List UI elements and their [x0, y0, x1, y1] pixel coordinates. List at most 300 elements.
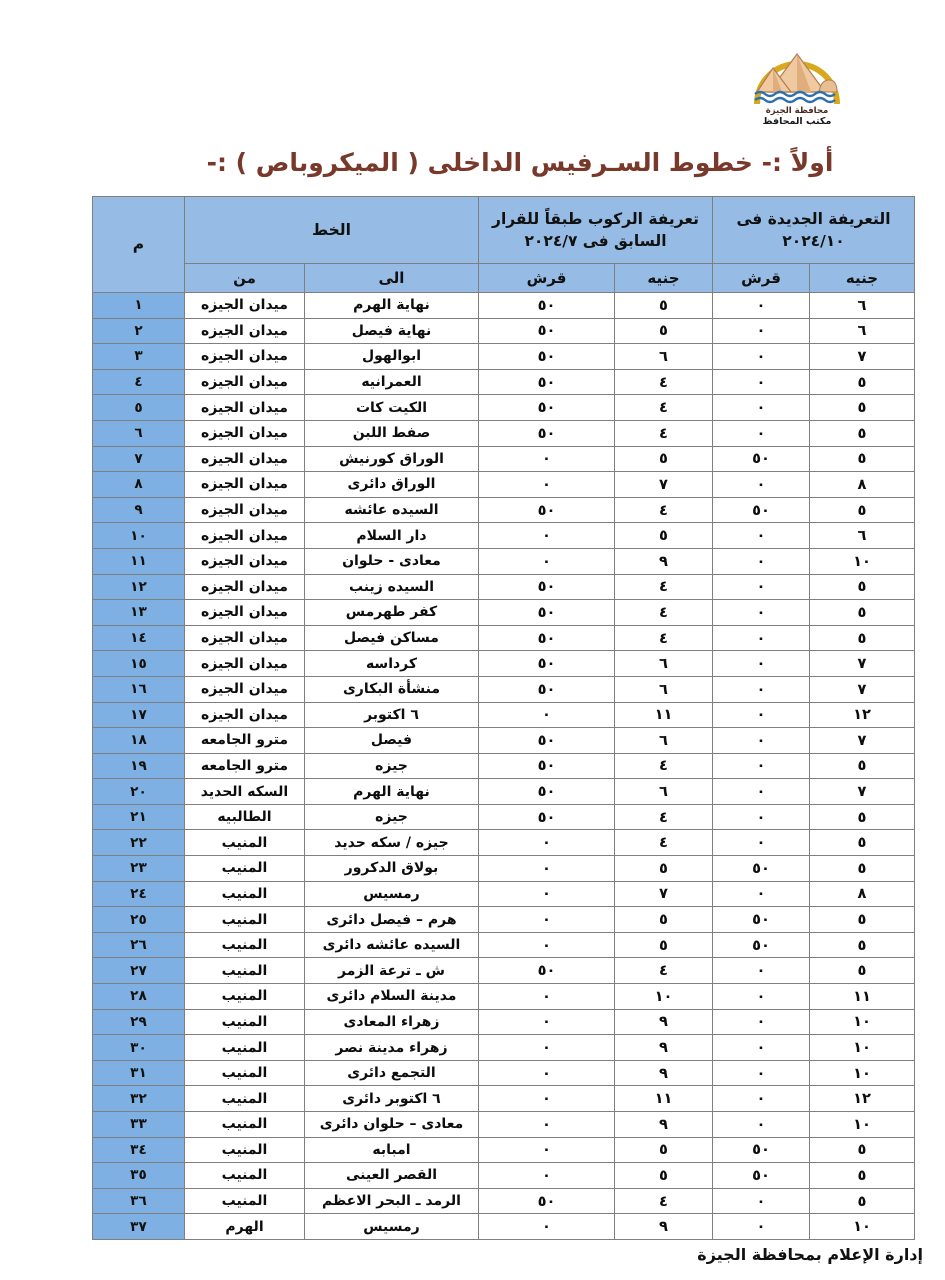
cell-row-number: ١٩ — [92, 753, 184, 779]
table-row — [92, 369, 914, 395]
cell-row-number: ٨ — [92, 472, 184, 498]
cell-route-to: كرداسه — [304, 651, 478, 677]
fare-table-container — [93, 196, 915, 1240]
table-row — [92, 1214, 914, 1240]
cell-old-pound: ١١ — [615, 1086, 713, 1112]
cell-route-from: الطالبيه — [184, 804, 304, 830]
cell-route-from: المنيب — [184, 984, 304, 1010]
cell-old-pound: ١١ — [615, 702, 713, 728]
cell-old-piastre: ٥٠ — [478, 651, 614, 677]
cell-route-from: المنيب — [184, 958, 304, 984]
cell-old-piastre: ٥٠ — [478, 344, 614, 370]
cell-new-pound: ٥ — [810, 574, 915, 600]
table-row — [92, 1188, 914, 1214]
table-row — [92, 548, 914, 574]
cell-old-piastre: ٥٠ — [478, 804, 614, 830]
cell-new-pound: ٥ — [810, 420, 915, 446]
table-row — [92, 907, 914, 933]
header-new-pound: جنيه — [810, 264, 915, 293]
cell-old-piastre: ٠ — [478, 1163, 614, 1189]
cell-old-piastre: ٥٠ — [478, 958, 614, 984]
cell-new-piastre: ٠ — [713, 395, 810, 421]
cell-route-from: ميدان الجيزه — [184, 395, 304, 421]
cell-route-from: المنيب — [184, 1035, 304, 1061]
logo-office-name: مكتب المحافظ — [762, 115, 832, 127]
table-row — [92, 702, 914, 728]
cell-row-number: ٢٧ — [92, 958, 184, 984]
cell-new-pound: ٧ — [810, 344, 915, 370]
cell-row-number: ٣ — [92, 344, 184, 370]
cell-new-pound: ٧ — [810, 779, 915, 805]
table-row — [92, 1086, 914, 1112]
cell-old-pound: ٧ — [615, 472, 713, 498]
letterhead — [0, 34, 945, 136]
cell-new-pound: ١٠ — [810, 1112, 915, 1138]
cell-new-pound: ٥ — [810, 395, 915, 421]
cell-row-number: ٧ — [92, 446, 184, 472]
cell-row-number: ١٨ — [92, 728, 184, 754]
cell-route-to: السيده عائشه دائرى — [304, 932, 478, 958]
cell-new-pound: ١٠ — [810, 1214, 915, 1240]
cell-old-pound: ٤ — [615, 753, 713, 779]
header-new-fare: التعريفة الجديدة فى ٢٠٢٤/١٠ — [713, 197, 915, 264]
cell-row-number: ٢١ — [92, 804, 184, 830]
table-row — [92, 395, 914, 421]
cell-row-number: ٢٤ — [92, 881, 184, 907]
cell-old-pound: ٥ — [615, 293, 713, 319]
cell-old-piastre: ٠ — [478, 1035, 614, 1061]
cell-new-piastre: ٥٠ — [713, 446, 810, 472]
cell-new-piastre: ٠ — [713, 293, 810, 319]
header-old-piastre: قرش — [478, 264, 614, 293]
cell-new-pound: ٥ — [810, 932, 915, 958]
cell-new-piastre: ٠ — [713, 804, 810, 830]
cell-row-number: ٢٢ — [92, 830, 184, 856]
cell-old-piastre: ٥٠ — [478, 395, 614, 421]
header-route-to: الى — [304, 264, 478, 293]
cell-route-from: المنيب — [184, 1137, 304, 1163]
cell-route-to: بولاق الدكرور — [304, 856, 478, 882]
cell-new-piastre: ٠ — [713, 1086, 810, 1112]
table-row — [92, 651, 914, 677]
cell-route-to: جيزه — [304, 753, 478, 779]
table-row — [92, 753, 914, 779]
cell-route-to: السيده زينب — [304, 574, 478, 600]
cell-new-piastre: ٠ — [713, 420, 810, 446]
cell-route-from: مترو الجامعه — [184, 728, 304, 754]
cell-route-to: الرمد ـ البحر الاعظم — [304, 1188, 478, 1214]
cell-new-pound: ١٢ — [810, 702, 915, 728]
cell-route-from: ميدان الجيزه — [184, 344, 304, 370]
header-route: الخط — [184, 197, 478, 264]
cell-new-pound: ٥ — [810, 804, 915, 830]
table-row — [92, 728, 914, 754]
cell-route-from: المنيب — [184, 1009, 304, 1035]
table-row — [92, 1137, 914, 1163]
cell-row-number: ٣٥ — [92, 1163, 184, 1189]
cell-route-to: الوراق كورنيش — [304, 446, 478, 472]
cell-old-piastre: ٠ — [478, 1086, 614, 1112]
cell-old-pound: ٤ — [615, 420, 713, 446]
cell-old-pound: ٤ — [615, 369, 713, 395]
cell-old-pound: ٤ — [615, 1188, 713, 1214]
cell-old-piastre: ٥٠ — [478, 420, 614, 446]
cell-route-from: ميدان الجيزه — [184, 369, 304, 395]
logo-org-name: محافظة الجيزة — [765, 106, 829, 116]
cell-old-pound: ٤ — [615, 497, 713, 523]
table-row — [92, 472, 914, 498]
cell-new-piastre: ٥٠ — [713, 856, 810, 882]
cell-new-piastre: ٠ — [713, 1060, 810, 1086]
cell-row-number: ١٣ — [92, 600, 184, 626]
cell-row-number: ١٧ — [92, 702, 184, 728]
cell-old-piastre: ٠ — [478, 856, 614, 882]
cell-route-from: المنيب — [184, 1188, 304, 1214]
cell-old-pound: ٤ — [615, 574, 713, 600]
header-new-piastre: قرش — [713, 264, 810, 293]
cell-new-piastre: ٠ — [713, 830, 810, 856]
cell-row-number: ٢٦ — [92, 932, 184, 958]
cell-row-number: ٣٤ — [92, 1137, 184, 1163]
cell-row-number: ١٠ — [92, 523, 184, 549]
cell-route-to: فيصل — [304, 728, 478, 754]
cell-route-from: ميدان الجيزه — [184, 318, 304, 344]
cell-old-piastre: ٥٠ — [478, 625, 614, 651]
giza-governorate-logo — [737, 34, 857, 128]
cell-old-pound: ٩ — [615, 1009, 713, 1035]
cell-old-pound: ٤ — [615, 804, 713, 830]
cell-route-from: ميدان الجيزه — [184, 420, 304, 446]
cell-old-pound: ٥ — [615, 932, 713, 958]
cell-old-piastre: ٠ — [478, 907, 614, 933]
footer-credit: إدارة الإعلام بمحافظة الجيزة — [697, 1245, 923, 1264]
cell-new-pound: ٧ — [810, 651, 915, 677]
cell-new-piastre: ٠ — [713, 676, 810, 702]
table-row — [92, 856, 914, 882]
cell-new-piastre: ٠ — [713, 753, 810, 779]
cell-route-from: مترو الجامعه — [184, 753, 304, 779]
cell-new-piastre: ٠ — [713, 779, 810, 805]
cell-new-pound: ١٠ — [810, 548, 915, 574]
cell-route-from: السكه الحديد — [184, 779, 304, 805]
table-row — [92, 881, 914, 907]
cell-new-piastre: ٠ — [713, 1009, 810, 1035]
cell-old-pound: ٦ — [615, 651, 713, 677]
cell-route-from: ميدان الجيزه — [184, 702, 304, 728]
header-number: م — [92, 197, 184, 293]
cell-new-pound: ٧ — [810, 676, 915, 702]
cell-route-to: جيزه — [304, 804, 478, 830]
cell-new-piastre: ٠ — [713, 369, 810, 395]
cell-route-from: ميدان الجيزه — [184, 497, 304, 523]
cell-old-pound: ٥ — [615, 1137, 713, 1163]
cell-row-number: ٣٠ — [92, 1035, 184, 1061]
cell-old-piastre: ٥٠ — [478, 753, 614, 779]
cell-route-to: ابوالهول — [304, 344, 478, 370]
table-row — [92, 625, 914, 651]
cell-new-pound: ١٠ — [810, 1060, 915, 1086]
cell-route-to: رمسيس — [304, 1214, 478, 1240]
cell-route-to: ٦ اكتوبر دائرى — [304, 1086, 478, 1112]
cell-row-number: ٣٢ — [92, 1086, 184, 1112]
cell-route-from: المنيب — [184, 830, 304, 856]
cell-route-from: المنيب — [184, 1060, 304, 1086]
cell-route-to: معادى - حلوان — [304, 548, 478, 574]
cell-new-piastre: ٥٠ — [713, 907, 810, 933]
cell-old-pound: ١٠ — [615, 984, 713, 1010]
cell-route-from: المنيب — [184, 1086, 304, 1112]
table-row — [92, 958, 914, 984]
cell-old-piastre: ٠ — [478, 1137, 614, 1163]
cell-route-to: معادى – حلوان دائرى — [304, 1112, 478, 1138]
cell-new-pound: ٥ — [810, 600, 915, 626]
cell-old-piastre: ٥٠ — [478, 369, 614, 395]
cell-row-number: ٣١ — [92, 1060, 184, 1086]
table-body — [92, 293, 914, 1240]
cell-route-from: ميدان الجيزه — [184, 600, 304, 626]
table-row — [92, 779, 914, 805]
cell-old-piastre: ٥٠ — [478, 728, 614, 754]
table-header — [92, 197, 914, 293]
cell-route-to: القصر العينى — [304, 1163, 478, 1189]
cell-row-number: ٢٠ — [92, 779, 184, 805]
cell-old-pound: ٦ — [615, 344, 713, 370]
cell-old-piastre: ٠ — [478, 702, 614, 728]
cell-row-number: ١ — [92, 293, 184, 319]
cell-new-pound: ٥ — [810, 1188, 915, 1214]
table-row — [92, 984, 914, 1010]
cell-route-to: نهاية الهرم — [304, 779, 478, 805]
cell-old-piastre: ٠ — [478, 446, 614, 472]
cell-old-piastre: ٠ — [478, 881, 614, 907]
cell-old-piastre: ٥٠ — [478, 676, 614, 702]
cell-new-piastre: ٥٠ — [713, 932, 810, 958]
cell-old-piastre: ٥٠ — [478, 779, 614, 805]
cell-row-number: ٢ — [92, 318, 184, 344]
cell-old-pound: ٦ — [615, 676, 713, 702]
cell-new-piastre: ٥٠ — [713, 1137, 810, 1163]
cell-old-pound: ٦ — [615, 779, 713, 805]
cell-new-piastre: ٠ — [713, 600, 810, 626]
cell-new-piastre: ٠ — [713, 1214, 810, 1240]
cell-new-piastre: ٥٠ — [713, 1163, 810, 1189]
table-header-top-row — [92, 197, 914, 264]
table-row — [92, 523, 914, 549]
cell-new-piastre: ٠ — [713, 1188, 810, 1214]
cell-route-to: الوراق دائرى — [304, 472, 478, 498]
cell-row-number: ٦ — [92, 420, 184, 446]
table-row — [92, 1112, 914, 1138]
cell-row-number: ٢٨ — [92, 984, 184, 1010]
cell-old-piastre: ٠ — [478, 1060, 614, 1086]
cell-new-pound: ٥ — [810, 958, 915, 984]
cell-new-piastre: ٠ — [713, 728, 810, 754]
cell-route-from: ميدان الجيزه — [184, 676, 304, 702]
cell-route-to: جيزه / سكه حديد — [304, 830, 478, 856]
cell-old-piastre: ٠ — [478, 830, 614, 856]
cell-new-piastre: ٠ — [713, 574, 810, 600]
table-row — [92, 446, 914, 472]
cell-old-pound: ٤ — [615, 830, 713, 856]
cell-new-pound: ١٠ — [810, 1035, 915, 1061]
cell-new-piastre: ٠ — [713, 548, 810, 574]
cell-old-pound: ٩ — [615, 1112, 713, 1138]
cell-row-number: ٩ — [92, 497, 184, 523]
cell-row-number: ١٥ — [92, 651, 184, 677]
cell-route-from: المنيب — [184, 856, 304, 882]
cell-old-piastre: ٥٠ — [478, 497, 614, 523]
cell-route-to: نهاية الهرم — [304, 293, 478, 319]
cell-new-pound: ٨ — [810, 472, 915, 498]
cell-new-piastre: ٠ — [713, 523, 810, 549]
cell-route-to: السيده عائشه — [304, 497, 478, 523]
cell-old-pound: ٤ — [615, 625, 713, 651]
table-row — [92, 318, 914, 344]
cell-route-from: ميدان الجيزه — [184, 651, 304, 677]
cell-new-pound: ٥ — [810, 830, 915, 856]
cell-old-piastre: ٠ — [478, 1112, 614, 1138]
cell-new-piastre: ٠ — [713, 344, 810, 370]
table-row — [92, 1035, 914, 1061]
cell-row-number: ٥ — [92, 395, 184, 421]
cell-new-pound: ٥ — [810, 446, 915, 472]
cell-old-piastre: ٠ — [478, 523, 614, 549]
cell-route-from: ميدان الجيزه — [184, 625, 304, 651]
cell-new-piastre: ٠ — [713, 651, 810, 677]
cell-new-pound: ٥ — [810, 369, 915, 395]
cell-old-pound: ٩ — [615, 548, 713, 574]
cell-new-piastre: ٠ — [713, 702, 810, 728]
cell-route-to: كفر طهرمس — [304, 600, 478, 626]
cell-row-number: ٣٣ — [92, 1112, 184, 1138]
table-header-sub-row — [92, 264, 914, 293]
cell-new-piastre: ٥٠ — [713, 497, 810, 523]
header-old-fare: تعريفة الركوب طبقاً للقرار السابق فى ٢٠٢٤/٧ — [478, 197, 712, 264]
cell-new-pound: ١٠ — [810, 1009, 915, 1035]
cell-old-pound: ٥ — [615, 856, 713, 882]
table-row — [92, 344, 914, 370]
cell-new-pound: ٥ — [810, 625, 915, 651]
cell-old-piastre: ٠ — [478, 548, 614, 574]
cell-old-piastre: ٠ — [478, 1009, 614, 1035]
cell-old-piastre: ٠ — [478, 932, 614, 958]
cell-row-number: ٣٧ — [92, 1214, 184, 1240]
cell-new-pound: ٦ — [810, 523, 915, 549]
cell-old-pound: ٥ — [615, 446, 713, 472]
cell-route-to: الكيت كات — [304, 395, 478, 421]
cell-route-to: امبابه — [304, 1137, 478, 1163]
cell-old-pound: ٥ — [615, 907, 713, 933]
cell-route-from: ميدان الجيزه — [184, 523, 304, 549]
table-row — [92, 804, 914, 830]
table-row — [92, 574, 914, 600]
cell-row-number: ٣٦ — [92, 1188, 184, 1214]
cell-old-piastre: ٥٠ — [478, 293, 614, 319]
cell-route-to: هرم – فيصل دائرى — [304, 907, 478, 933]
cell-new-pound: ٨ — [810, 881, 915, 907]
cell-old-piastre: ٥٠ — [478, 318, 614, 344]
cell-route-to: العمرانيه — [304, 369, 478, 395]
cell-route-from: ميدان الجيزه — [184, 293, 304, 319]
cell-route-to: منشأة البكارى — [304, 676, 478, 702]
cell-row-number: ١٢ — [92, 574, 184, 600]
cell-route-to: مساكن فيصل — [304, 625, 478, 651]
cell-route-from: ميدان الجيزه — [184, 472, 304, 498]
cell-route-to: دار السلام — [304, 523, 478, 549]
cell-new-pound: ١٢ — [810, 1086, 915, 1112]
cell-route-to: زهراء مدينة نصر — [304, 1035, 478, 1061]
cell-new-pound: ٥ — [810, 907, 915, 933]
cell-new-piastre: ٠ — [713, 984, 810, 1010]
cell-new-pound: ٧ — [810, 728, 915, 754]
cell-new-piastre: ٠ — [713, 318, 810, 344]
table-row — [92, 932, 914, 958]
cell-route-to: نهاية فيصل — [304, 318, 478, 344]
header-old-pound: جنيه — [615, 264, 713, 293]
cell-route-from: المنيب — [184, 932, 304, 958]
cell-old-pound: ٦ — [615, 728, 713, 754]
cell-old-pound: ٧ — [615, 881, 713, 907]
cell-route-to: التجمع دائرى — [304, 1060, 478, 1086]
cell-new-pound: ٦ — [810, 293, 915, 319]
cell-route-to: صفط اللبن — [304, 420, 478, 446]
cell-new-pound: ١١ — [810, 984, 915, 1010]
cell-old-piastre: ٠ — [478, 472, 614, 498]
cell-row-number: ١٦ — [92, 676, 184, 702]
cell-row-number: ٢٣ — [92, 856, 184, 882]
cell-old-pound: ٥ — [615, 318, 713, 344]
cell-route-from: ميدان الجيزه — [184, 574, 304, 600]
cell-new-piastre: ٠ — [713, 472, 810, 498]
cell-old-piastre: ٥٠ — [478, 600, 614, 626]
table-row — [92, 1163, 914, 1189]
cell-route-to: رمسيس — [304, 881, 478, 907]
cell-route-from: المنيب — [184, 1163, 304, 1189]
cell-old-piastre: ٥٠ — [478, 574, 614, 600]
cell-old-pound: ٥ — [615, 1163, 713, 1189]
cell-new-pound: ٥ — [810, 856, 915, 882]
cell-new-piastre: ٠ — [713, 958, 810, 984]
giza-governorate-emblem-icon — [745, 34, 849, 106]
cell-old-pound: ٥ — [615, 523, 713, 549]
table-row — [92, 1009, 914, 1035]
table-row — [92, 293, 914, 319]
cell-old-pound: ٤ — [615, 958, 713, 984]
cell-route-from: المنيب — [184, 1112, 304, 1138]
table-row — [92, 830, 914, 856]
cell-old-piastre: ٠ — [478, 1214, 614, 1240]
fare-table — [92, 196, 915, 1240]
table-row — [92, 497, 914, 523]
cell-old-piastre: ٠ — [478, 984, 614, 1010]
cell-new-pound: ٥ — [810, 1163, 915, 1189]
table-row — [92, 600, 914, 626]
cell-old-pound: ٩ — [615, 1035, 713, 1061]
cell-route-from: الهرم — [184, 1214, 304, 1240]
cell-old-pound: ٩ — [615, 1214, 713, 1240]
cell-row-number: ١٤ — [92, 625, 184, 651]
cell-new-pound: ٥ — [810, 753, 915, 779]
cell-old-pound: ٤ — [615, 600, 713, 626]
cell-new-piastre: ٠ — [713, 881, 810, 907]
cell-new-pound: ٥ — [810, 497, 915, 523]
table-row — [92, 676, 914, 702]
cell-new-piastre: ٠ — [713, 1112, 810, 1138]
cell-old-pound: ٩ — [615, 1060, 713, 1086]
cell-new-piastre: ٠ — [713, 625, 810, 651]
cell-row-number: ٢٥ — [92, 907, 184, 933]
cell-route-from: المنيب — [184, 907, 304, 933]
